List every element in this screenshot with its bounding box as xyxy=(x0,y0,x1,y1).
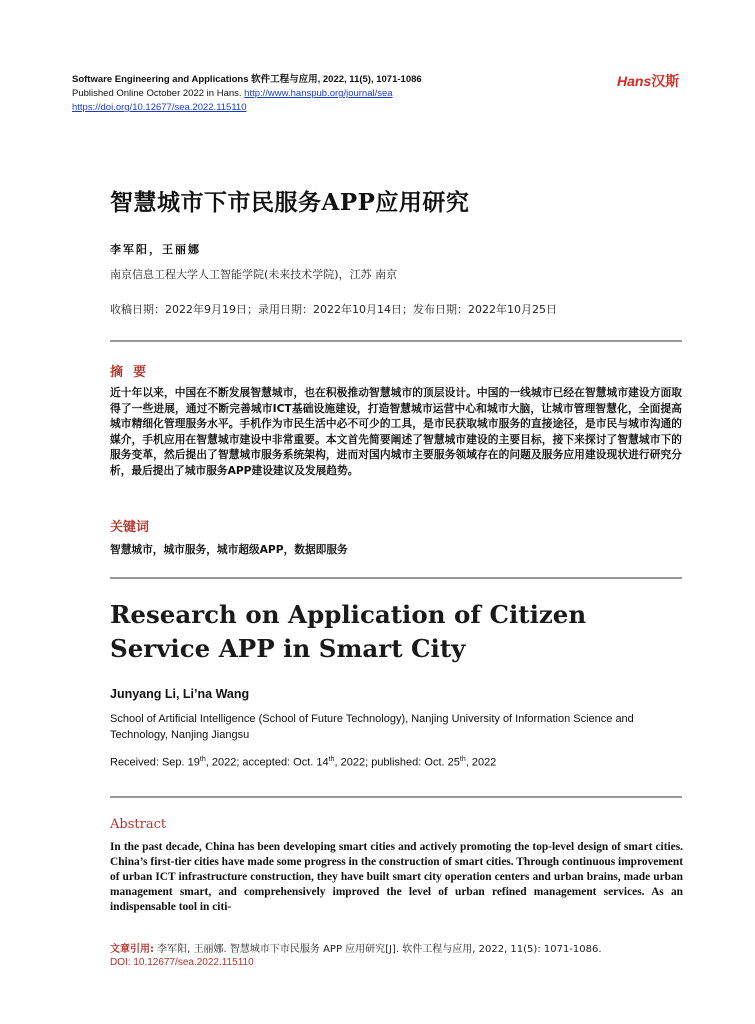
journal-line: Software Engineering and Applications 软件工程与应用, 2022, 11(5), 1071-1086 xyxy=(72,74,422,85)
hans-logo xyxy=(617,71,679,91)
cn-keywords: 智慧城市，城市服务，城市超级APP，数据即服务 xyxy=(110,543,348,556)
cn-keywords-heading: 关键词 xyxy=(110,520,150,535)
cn-abstract: 近十年以来，中国在不断发展智慧城市，也在积极推动智慧城市的顶层设计。中国的一线城市已经在智慧城市建设方面取得了一些进展，通过不断完善城市ICT基础设施建设，打造智慧城市运营中心和城市大脑，让城市管理智慧化，全面提高城市精细化管理服务水平。手机作为市民生活中必不可少的工具，是市民获取城市服务的直接途径，是市民与城市沟通的媒介，手机应用在智慧城市建设中非常重要。本文首先简要阐述了智慧城市建设的主要目标，接下来探讨了智慧城市下的服务变革，然后提出了智慧城市服务系统架构，进而对国内城市主要服务领域存在的问题及服务应用建设现状进行研究分析，最后提出了城市服务APP建设建议及发展趋势。 xyxy=(110,386,682,477)
en-authors: Junyang Li, Li’na Wang xyxy=(110,687,250,701)
en-received-c: , 2022; published: Oct. 25 xyxy=(334,756,460,769)
ordinal-sup: th xyxy=(199,756,206,763)
footer-doi: DOI: 10.12677/sea.2022.115110 xyxy=(110,957,254,968)
journal-link[interactable]: http://www.hanspub.org/journal/sea xyxy=(244,88,393,99)
en-title: Research on Application of Citizen Service APP in Smart City xyxy=(110,600,587,663)
journal-header xyxy=(72,73,422,115)
logo-latin: Hans xyxy=(617,73,652,89)
cn-title: 智慧城市下市民服务APP应用研究 xyxy=(110,189,470,216)
citation xyxy=(110,940,602,955)
en-dates xyxy=(110,756,496,769)
divider xyxy=(110,577,682,579)
en-received-d: , 2022 xyxy=(465,756,497,769)
citation-text: 李军阳, 王丽娜. 智慧城市下市民服务 APP 应用研究[J]. 软件工程与应用, 2022, 11(5): 1071-1086. xyxy=(154,944,602,955)
divider xyxy=(110,796,682,798)
en-received-a: Received: Sep. 19 xyxy=(110,756,200,769)
ordinal-sup: th xyxy=(459,756,466,763)
published-prefix: Published Online October 2022 in Hans. xyxy=(72,88,245,99)
en-affiliation: School of Artificial Intelligence (School of Future Technology), Nanjing University of Information Science and Technology, Nanjing Jiangsu xyxy=(110,713,634,741)
en-received-b: , 2022; accepted: Oct. 14 xyxy=(205,756,329,769)
divider xyxy=(110,340,682,342)
en-abstract: In the past decade, China has been developing smart cities and actively promoting the top-level design of smart cities. China’s first-tier cities have made some progress in the construction of smart cities. Through continuous improvement of urban ICT infrastructure construction, they have built smart city operation centers and urban brains, made urban management smart, and comprehensively improved the level of urban refined management services. As an indispensable tool in citi- xyxy=(110,841,683,913)
doi-link[interactable]: https://doi.org/10.12677/sea.2022.115110 xyxy=(72,102,247,113)
en-abstract-heading: Abstract xyxy=(110,817,167,832)
ordinal-sup: th xyxy=(328,756,335,763)
cn-affiliation: 南京信息工程大学人工智能学院(未来技术学院)，江苏 南京 xyxy=(110,268,398,281)
cn-abstract-heading: 摘要 xyxy=(110,365,157,380)
cn-authors: 李军阳，王丽娜 xyxy=(110,243,201,256)
logo-cn: 汉斯 xyxy=(651,73,680,89)
published-line xyxy=(72,87,422,101)
citation-label: 文章引用: xyxy=(110,944,154,955)
cn-dates: 收稿日期：2022年9月19日；录用日期：2022年10月14日；发布日期：2022年10月25日 xyxy=(110,303,557,316)
